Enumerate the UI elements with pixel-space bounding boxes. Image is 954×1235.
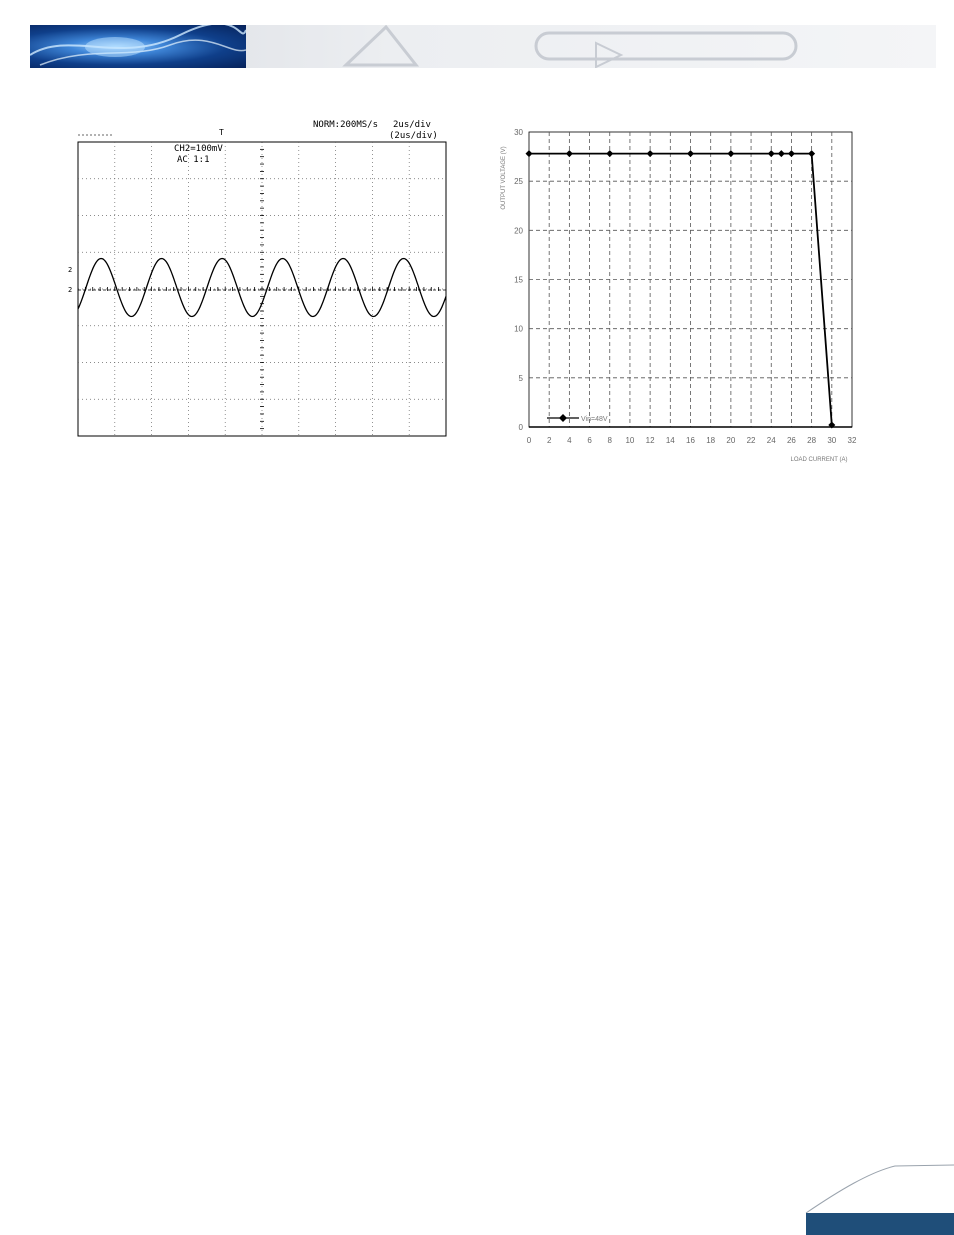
iv-x-tick-label: 2 [546,436,552,445]
iv-x-tick-label: 10 [625,436,635,445]
scope-trigger-marker: T [219,128,224,137]
iv-x-tick-label: 6 [587,436,592,445]
iv-x-tick-label: 32 [847,436,857,445]
iv-y-tick-label: 5 [518,373,523,383]
scope-coupling: AC 1:1 [177,155,210,165]
iv-x-tick-label: 22 [746,436,756,445]
output-voltage-vs-load-chart [0,0,954,470]
scope-timebase: 2us/div [393,120,431,130]
scope-sample-rate: NORM:200MS/s [313,120,379,130]
footer-bar [806,1213,954,1235]
scope-ground-marker: 2 [68,286,73,294]
footer-curve [800,1160,954,1216]
iv-x-ticks [527,436,857,445]
iv-x-tick-label: 18 [706,436,716,445]
iv-y-axis-label: OUTPUT VOLTAGE (V) [501,146,507,210]
iv-x-tick-label: 30 [827,436,837,445]
iv-y-tick-label: 30 [514,128,523,137]
iv-y-tick-label: 10 [514,324,523,334]
iv-y-tick-label: 0 [518,423,523,432]
iv-y-ticks [514,128,523,432]
iv-x-tick-label: 8 [607,436,612,445]
iv-x-tick-label: 28 [807,436,817,445]
iv-x-tick-label: 0 [526,436,532,445]
iv-x-tick-label: 12 [645,436,655,445]
scope-channel-marker: 2 [68,266,73,274]
iv-x-tick-label: 24 [766,436,776,445]
legend-label: Vin=48V [581,416,608,423]
iv-y-tick-label: 20 [514,226,523,236]
iv-x-tick-label: 20 [726,436,736,445]
iv-x-tick-label: 16 [686,436,695,445]
iv-x-tick-label: 26 [786,436,796,445]
iv-x-tick-label: 4 [567,436,572,445]
scope-channel-scale: CH2=100mV [174,144,223,154]
iv-x-tick-label: 14 [665,436,675,445]
iv-y-tick-label: 25 [514,177,523,187]
iv-x-axis-label: LOAD CURRENT (A) [790,457,848,463]
scope-timebase-sub: (2us/div) [389,131,438,141]
iv-y-tick-label: 15 [514,275,523,285]
